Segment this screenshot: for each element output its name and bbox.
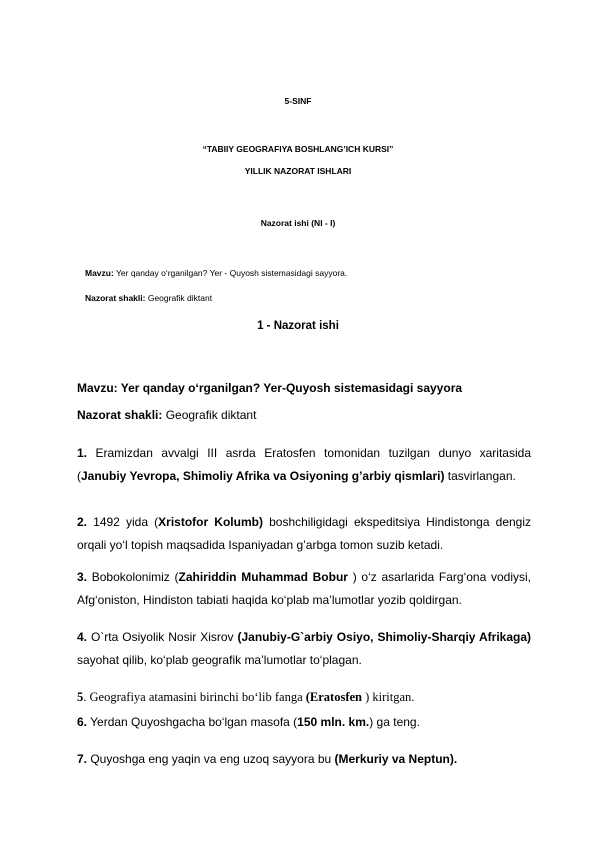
item-7-answer: (Merkuriy va Neptun). [334, 752, 458, 766]
main-form-text: Geografik diktant [162, 408, 257, 422]
item-2-tail: boshchiligidagi ekspeditsiya Hindistonga dengiz orqali yo‘l topish maqsadida Ispaniyadan g’arbga tomon suzib ketadi. [77, 515, 531, 552]
item-1-number: 1. [77, 446, 88, 460]
meta-topic-label: Mavzu: [85, 268, 114, 278]
item-1-tail: tasvirlangan. [444, 469, 516, 483]
item-5 [77, 690, 414, 705]
item-7 [77, 752, 457, 766]
item-7-number: 7. [77, 752, 88, 766]
item-2-text: 1492 yida ( [87, 515, 159, 529]
item-4-answer: (Janubiy-G`arbiy Osiyo, Shimoliy-Sharqiy Afrikaga) [237, 630, 531, 644]
item-2-answer: Xristofor Kolumb) [158, 515, 263, 529]
annual-subtitle: YILLIK NAZORAT ISHLARI [244, 166, 352, 176]
meta-topic-text: Yer qanday o‘rganilgan? Yer - Quyosh sistemasidagi sayyora. [113, 268, 348, 278]
item-1 [77, 442, 531, 488]
item-2-number: 2. [77, 515, 88, 529]
item-5-tail: ) kiritgan. [362, 690, 415, 704]
section-title: 1 - Nazorat ishi [257, 320, 339, 332]
item-7-text: Quyoshga eng yaqin va eng uzoq sayyora bu [87, 752, 335, 766]
item-3-text: Bobokolonimiz ( [87, 570, 179, 584]
item-4-tail: sayohat qilib, ko‘plab geografik ma’lumotlar to‘plagan. [77, 653, 362, 667]
item-3-answer: Zahiriddin Muhammad Bobur [178, 570, 348, 584]
main-form [77, 408, 256, 422]
meta-topic [85, 268, 347, 278]
course-title: “TABIIY GEOGRAFIYA BOSHLANG’ICH KURSI” [202, 144, 394, 154]
item-1-text: Eramizdan avvalgi III asrda Eratosfen tomonidan tuzilgan dunyo xaritasida ( [77, 446, 531, 483]
meta-form [85, 293, 212, 303]
main-topic: Mavzu: Yer qanday o‘rganilgan? Yer-Quyosh sistemasidagi sayyora [77, 381, 463, 395]
item-5-answer: (Eratosfen [305, 690, 362, 704]
item-5-text: . Geografiya atamasini birinchi bo‘lib fanga [83, 690, 306, 704]
work-code: Nazorat ishi (NI - I) [260, 218, 336, 228]
item-4-number: 4. [77, 630, 88, 644]
item-4 [77, 626, 531, 672]
main-form-label: Nazorat shakli: [77, 408, 163, 422]
meta-form-label: Nazorat shakli: [85, 293, 146, 303]
grade-heading: 5-SINF [284, 96, 312, 106]
item-6-text: Yerdan Quyoshgacha bo‘lgan masofa ( [87, 715, 298, 729]
item-6-answer: 150 mln. km. [297, 715, 370, 729]
item-3-number: 3. [77, 570, 88, 584]
item-6 [77, 715, 420, 729]
item-3-tail: ) o‘z asarlarida Farg‘ona vodiysi, Afg‘oniston, Hindiston tabiati haqida ko‘plab ma’lumotlar yozib qoldirgan. [77, 570, 531, 607]
item-6-tail: ) ga teng. [369, 715, 420, 729]
item-4-text: O`rta Osiyolik Nosir Xisrov [87, 630, 238, 644]
item-6-number: 6. [77, 715, 88, 729]
item-3 [77, 566, 531, 612]
item-5-number: 5 [77, 690, 84, 704]
item-1-answer: Janubiy Yevropa, Shimoliy Afrika va Osiyoning g’arbiy qismlari) [81, 469, 445, 483]
meta-form-text: Geografik diktant [145, 293, 213, 303]
item-2 [77, 511, 531, 557]
